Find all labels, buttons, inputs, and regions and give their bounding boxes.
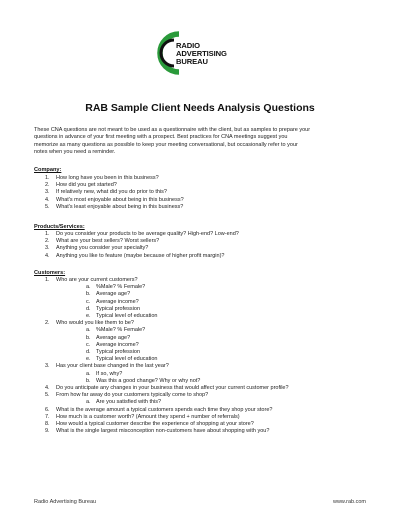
sub-item: e. Typical level of education: [86, 313, 158, 320]
customers-list: [34, 277, 374, 435]
sub-item: b. Average age?: [86, 334, 131, 341]
intro-paragraph: [34, 127, 370, 156]
list-item: 2. Who would you like them to be?: [45, 320, 134, 327]
list-item: 1. Do you consider your products to be average quality? High-end? Low-end?: [45, 231, 239, 237]
list-item: 2. What are your best sellers? Worst sellers?: [45, 238, 160, 245]
logo-wordmark: [176, 42, 256, 67]
logo-line-2: ADVERTISING: [176, 49, 227, 59]
list-item: 3. Has your client base changed in the last year?: [45, 363, 169, 370]
list-item: 2. How did you get started?: [45, 182, 117, 189]
sub-item: c. Average income?: [86, 341, 139, 348]
company-list: [34, 175, 374, 211]
sub-item: a. %Male? % Female?: [86, 284, 146, 291]
sub-item: b. Average age?: [86, 291, 131, 298]
list-item: 8. How would a typical customer describe the experience of shopping at your store?: [45, 421, 254, 428]
sub-item: a. If so, why?: [86, 370, 123, 377]
list-item: 4. Anything you like to feature (maybe because of higher profit margin)?: [45, 252, 225, 259]
list-item: 3. If relatively new, what did you do prior to this?: [45, 189, 167, 196]
list-item: 4. Do you anticipate any changes in your business that would affect your current customer profile?: [45, 385, 289, 392]
sub-item: a. Are you satisfied with this?: [86, 399, 162, 406]
sub-item: c. Average income?: [86, 298, 139, 305]
rab-logo: [157, 30, 247, 78]
list-item: 9. What is the single largest misconception non-customers have about shopping with you?: [45, 428, 270, 435]
logo-line-3: BUREAU: [176, 57, 208, 67]
intro-line: notes when you need a reminder.: [34, 148, 116, 155]
intro-line: memorize as many questions as possible to keep your meeting conversational, but occasionally refer to your: [34, 141, 298, 148]
footer-left: Radio Advertising Bureau: [34, 499, 97, 505]
list-item: 7. How much is a customer worth? (Amount they spend + number of referrals): [45, 413, 240, 420]
list-item: 4. What's most enjoyable about being in this business?: [45, 196, 184, 203]
customers-heading: Customers:: [34, 270, 66, 276]
list-item: 3. Anything you consider your specialty?: [45, 245, 149, 252]
intro-line: These CNA questions are not meant to be used as a questionnaire with the client, but as samples to prepare your: [34, 127, 311, 133]
intro-line: questions in advance of your first meeting with a prospect. Best practices for CNA meetings suggest you: [34, 134, 288, 141]
list-item: 5. What's least enjoyable about being in this business?: [45, 203, 184, 210]
footer-right: www.rab.com: [332, 499, 366, 505]
list-item: 6. What is the average amount a typical customers spends each time they shop your store?: [45, 406, 273, 413]
list-item: 5. From how far away do your customers typically come to shop?: [45, 392, 209, 399]
list-item: 1. How long have you been in this business?: [45, 175, 159, 181]
sub-item: b. Was this a good change? Why or why not?: [86, 377, 201, 384]
products-list: [34, 231, 374, 260]
sub-item: d. Typical profession: [86, 305, 141, 312]
company-heading: Company:: [34, 167, 62, 173]
sub-item: a. %Male? % Female?: [86, 327, 146, 334]
document-title: RAB Sample Client Needs Analysis Questions: [85, 102, 315, 114]
products-heading: Products/Services:: [34, 224, 85, 230]
logo-line-1: RADIO: [176, 41, 200, 50]
sub-item: e. Typical level of education: [86, 356, 158, 363]
sub-item: d. Typical profession: [86, 349, 141, 356]
list-item: 1. Who are your current customers?: [45, 277, 138, 283]
